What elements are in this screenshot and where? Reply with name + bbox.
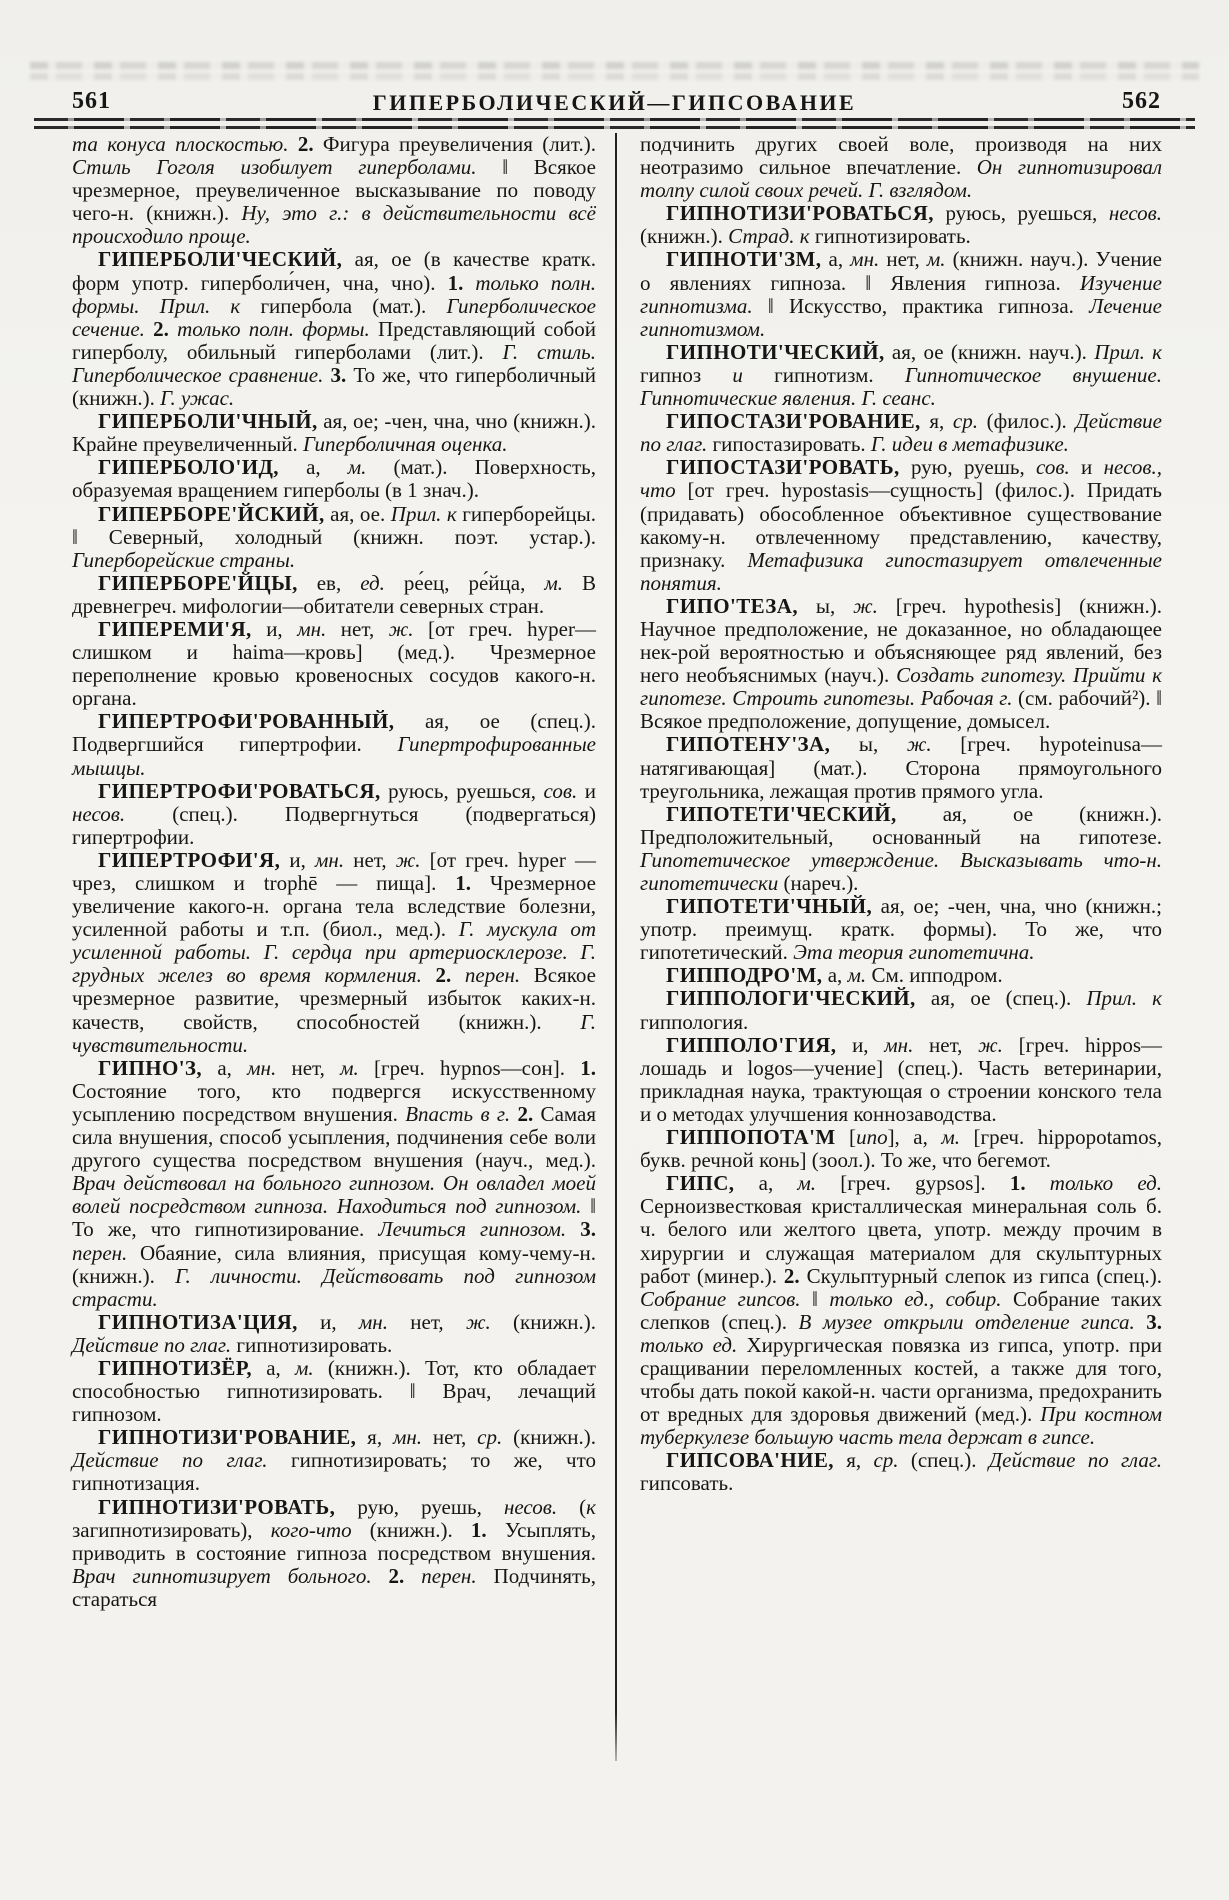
entry-text: только ед. [640,1332,738,1357]
entry-text: кого-что [270,1517,352,1542]
entry-text: См. ипподром. [866,963,1003,988]
entry-text: Действие по глаг. [988,1448,1162,1473]
headword: ГИППОПОТА'М [666,1125,836,1150]
headword: ГИПЕРБОЛИ'ЧНЫЙ, [98,409,318,434]
headword: ГИПОСТАЗИ'РОВАНИЕ, [666,409,921,434]
headword: ГИПО'ТЕЗА, [666,593,798,618]
entry-text: ев, [297,570,361,595]
headword: ГИПНОТИЗА'ЦИЯ, [98,1309,298,1334]
entry-text: и, [836,1032,885,1057]
entry-text: ‖ Искусство, практика гипноза. [752,293,1090,318]
entry-text: несов. [503,1494,558,1519]
entry-text: несов. [1108,201,1162,226]
headword: ГИПС, [666,1171,735,1196]
headword: ГИПЕРТРОФИ'РОВАТЬСЯ, [98,778,381,803]
entry-text: (спец.). Подвергнуться (подвергаться) гипертрофии. [72,801,596,849]
entry-text: Чрезмерное увеличение какого-н. органа тела вследствие болезни, усиленной работы и т.п. (биол., мед.). [72,871,596,942]
entry-text: 2. [421,963,452,988]
entry-text: Обаяние, сила влияния, присущая кому-чему-н. (книжн.). [72,1240,596,1288]
entry-text: [от греч. hyper—слишком и haima—кровь] (мед.). Чрезмерное переполнение кровью кровеносных сосудов какого-н. органа. [72,616,596,711]
entry-text: 2. [371,1563,405,1588]
entry-text: ‖ Всякое чрезмерное, преувеличенное высказывание по поводу чего-н. (книжн.). [72,155,596,226]
entry-text: гипноз [640,362,733,387]
headword: ГИПЕРБОЛО'ИД, [98,455,279,480]
headword: ГИПНО'З, [98,1055,203,1080]
entry-text: гипербола (мат.). [240,293,447,318]
entry-text: Действие по глаг. [72,1448,268,1473]
entry-text: Гиперболическое сечение. [72,293,596,341]
entry-text: 1. [580,1055,596,1080]
entry-text: Прил. к [1086,986,1162,1011]
entry-text: Прил. к [1094,339,1162,364]
text-column-right [640,133,1162,1496]
entry-text: мн. [392,1425,423,1450]
entry-text: а, [251,1355,295,1380]
headword: ГИПОСТАЗИ'РОВАТЬ, [666,455,900,480]
entry-text: несов., что [640,455,1162,503]
entry-text: мн. [358,1309,388,1334]
entry-text: м. [347,455,367,480]
entry-text: ая, ое. [324,501,391,526]
entry-text: (книжн.). [640,224,729,249]
entry-text: и [577,778,596,803]
entry-text: гиперборейцы. ‖ Северный, холодный (книжн. поэт. устар.). [72,501,596,549]
entry-text: (мат.). Поверхность, образуемая вращением гиперболы (в 1 знач.). [72,455,596,503]
entry-text: Самая сила внушения, способ усыпления, подчинения себе воли другого существа посредством внушения (науч., мед.). [72,1101,597,1173]
entry-text: 3. [566,1217,596,1242]
entry-text: перен. [72,1240,128,1265]
entry-text: а, [822,963,848,988]
entry-text: (нареч.). [778,871,859,895]
entry-text: та конуса плоскостью. [72,132,298,156]
entry-text: Серноизвестковая кристаллическая минеральная соль б. ч. белого или желтого цвета, употр. между прочим в хирургии и служащая материалом для скульптурных работ (минер.). [640,1194,1162,1288]
entry-text: Гипотетическое утверждение. Высказывать что-н. гипотетически [640,847,1162,895]
dictionary-entry [640,1126,1162,1172]
entry-text: При костном туберкулезе большую часть тела держат в гипсе. [640,1402,1162,1450]
entry-text: Врач действовал на больного гипнозом. Он овладел моей волей посредством гипноза. Находиться под гипнозом. [72,1171,596,1219]
entry-text: ед. [360,570,385,595]
headword: ГИПНОТИ'ЗМ, [666,247,822,272]
dictionary-entry [640,733,1162,802]
entry-text: нет, [879,247,927,272]
dictionary-entry [640,964,1162,987]
entry-text: 2. [783,1263,800,1288]
entry-text: Скульптурный слепок из гипса (спец.). [799,1263,1162,1288]
dictionary-entry [640,1449,1162,1495]
entry-text: Метафизика гипостазирует отвлеченные понятия. [640,547,1163,595]
dictionary-entry [640,595,1162,734]
entry-text: Стиль Гоголя изобилует гиперболами. [72,155,477,180]
entry-text: ж. [978,1032,1003,1057]
entry-text: м. [340,1055,359,1080]
entry-text: [ [835,1125,857,1150]
dictionary-entry [640,803,1162,895]
entry-text: рую, руешь, [899,455,1037,480]
entry-text: (книжн.). [502,1425,596,1450]
headword: ГИППОЛО'ГИЯ, [666,1032,837,1057]
entry-text: нет, [276,1055,341,1080]
entry-text: Впасть в г. [405,1101,511,1126]
entry-text: гипнотизм. [742,362,905,387]
entry-text: ‖ То же, что гипнотизирование. [72,1194,596,1242]
entry-text: к [586,1494,596,1519]
entry-text: только ед. [1025,1171,1162,1196]
entry-text: Действие по глаг. [72,1332,232,1357]
entry-text: гипнотизировать. [809,224,971,249]
dictionary-entry [72,618,596,710]
dictionary-entry [72,780,596,849]
entry-text: гипостазировать. [707,432,871,457]
entry-text: (книжн.). [351,1517,471,1542]
entry-text: ая, ое (спец.). Подвергшийся гипертрофии. [72,709,596,757]
header-rule-bottom [34,126,1195,129]
entry-text: а, [734,1171,798,1196]
entry-text: ипо [856,1125,888,1150]
headword: ГИПЕРБОРЕ'ЙЦЫ, [98,570,298,595]
entry-text: подчинить других своей воле, производя на них неотразимо сильное впечатление. [640,132,1162,180]
entry-text: Создать гипотезу. Прийти к гипотезе. Строить гипотезы. Рабочая г. [640,663,1162,711]
entry-text: Собрание гипсов. [640,1286,801,1311]
entry-text: сов. [1036,455,1070,480]
entry-text: мн. [247,1055,277,1080]
headword: ГИПЕРБОЛИ'ЧЕСКИЙ, [98,247,343,272]
entry-text: ая, ое (спец.). [915,986,1087,1011]
entry-text: перен. [404,1563,477,1588]
entry-text: ср. [873,1448,899,1473]
entry-text: Прил. к [390,501,457,526]
entry-text: [греч. hippopotamos, букв. речной конь] (зоол.). То же, что бегемот. [640,1125,1162,1173]
entry-text: Г. ужас. [160,386,235,411]
dictionary-entry [640,1034,1162,1126]
entry-text: м. [544,570,563,595]
entry-text: (филос.). [977,409,1076,434]
entry-text: гипнотизировать. [231,1332,393,1357]
entry-text: 2. [510,1101,534,1126]
headword: ГИПНОТИЗИ'РОВАТЬ, [98,1494,336,1519]
entry-text: руюсь, руешься, [380,778,544,803]
headword: ГИПОТЕТИ'ЧНЫЙ, [666,894,873,919]
entry-text: Г. чувствительности. [72,1009,596,1057]
headword: ГИПЕРТРОФИ'Я, [98,847,281,872]
entry-text: ср. [477,1425,503,1450]
entry-text: 1. [455,871,471,895]
entry-text: я, [833,1448,874,1473]
show-through-noise [30,62,1199,69]
headword: ГИППОДРО'М, [666,963,823,988]
entry-text: ы, [830,732,907,757]
entry-text: ая, ое (книжн. науч.). [884,339,1095,364]
page-number-right: 562 [1122,88,1161,114]
entry-text: я, [920,409,953,434]
entry-continuation [72,133,596,248]
entry-text: нет, [422,1425,478,1450]
entry-text: (см. рабочий²). ‖ Всякое предположение, допущение, домысел. [640,686,1162,734]
entry-text: ая, ое (в качестве кратк. форм употр. гиперболи́чен, чна, чно). [72,247,596,295]
headword: ГИПСОВА'НИЕ, [666,1448,834,1473]
dictionary-entry [640,410,1162,456]
entry-text: ж. [465,1309,491,1334]
entry-text: Ну, это г.: в действительности всё происходило проще. [72,201,596,249]
entry-text: рую, руешь, [335,1494,504,1519]
entry-text: а, [278,455,348,480]
entry-text: ая, ое; -чен, чна, чно (книжн.). Крайне преувеличенный. [72,409,596,457]
entry-text: ‖ [800,1286,830,1311]
column-divider-rule [615,133,617,1761]
headword: ГИПЕРТРОФИ'РОВАННЫЙ, [98,709,395,734]
entry-text: нет, [344,847,396,872]
dictionary-entry [72,248,596,410]
dictionary-entry [640,456,1162,595]
entry-text: (книжн. науч.). Учение о явлениях гипноза. ‖ Явления гипноза. [640,247,1162,295]
dictionary-entry [640,895,1162,964]
text-column-left [72,133,596,1611]
entry-text: м. [847,963,867,988]
entry-text: Г. идеи в метафизике. [870,432,1069,457]
entry-text: Он гипнотизировал толпу силой своих речей. Г. взглядом. [640,155,1162,203]
entry-text: ж. [395,847,421,872]
entry-text: м. [941,1125,961,1150]
show-through-noise [30,73,1199,80]
entry-text: Усыплять, приводить в состояние гипноза посредством внушения. [72,1517,596,1565]
entry-text: и [732,362,743,387]
entry-text: ], а, [887,1125,942,1150]
dictionary-entry [640,987,1162,1033]
entry-text: мн. [297,616,327,641]
entry-text: только полн. формы. Прил. к [72,270,596,318]
entry-text: м. [797,1171,817,1196]
headword: ГИПНОТИ'ЧЕСКИЙ, [666,339,885,364]
entry-text: и, [297,1309,359,1334]
entry-text: [греч. hypoteinusa—натягивающая] (мат.). Сторона прямоугольного треугольника, лежащая против прямого угла. [640,732,1162,803]
dictionary-entry [640,202,1162,248]
entry-text: 3. [1134,1309,1163,1334]
headword: ГИПЕРБОРЕ'ЙСКИЙ, [98,501,325,526]
entry-text: (книжн.). Тот, кто обладает способностью гипнотизировать. ‖ Врач, лечащий гипнозом. [72,1355,596,1427]
page-number-left: 561 [72,88,111,114]
entry-text: мн. [850,247,880,272]
entry-text: ж. [388,616,414,641]
headword: ГИПНОТИЗИ'РОВАНИЕ, [98,1425,357,1450]
entry-text: [от греч. hyper — чрез, слишком и trophē — пища]. [72,847,596,895]
entry-text: гипсовать. [640,1471,734,1496]
entry-text: руюсь, руешься, [933,201,1109,226]
dictionary-entry [72,1426,596,1495]
entry-text: сов. [543,778,578,803]
entry-text: а, [202,1055,248,1080]
entry-text: Подчинять, стараться [72,1563,596,1611]
dictionary-entry [72,849,596,1057]
entry-text: Состояние того, кто подвергся искусственному усыплению посредством внушения. [72,1078,596,1126]
entry-text: Гиперболичная оценка. [302,432,508,457]
entry-text: ж. [853,593,878,618]
dictionary-entry [72,1357,596,1426]
entry-text: ая, ое (книжн.). Предположительный, основанный на гипотезе. [640,801,1162,849]
entry-text: (спец.). [898,1448,989,1473]
entry-text: только полн. формы. [168,316,370,341]
entry-text: загипнотизировать), [72,1517,271,1542]
entry-text: и, [280,847,315,872]
headword: ГИПНОТИЗЁР, [98,1355,252,1380]
entry-text: гипнотизировать; то же, что гипнотизация. [72,1448,596,1496]
entry-text: несов. [72,801,126,826]
entry-text: [от греч. hypostasis—сущность] (филос.). Придать (придавать) обособленное объективное существование какому-н. отвлеченному представлению, качеству, признаку. [640,478,1162,572]
dictionary-entry [640,1172,1162,1449]
headword: ГИППОЛОГИ'ЧЕСКИЙ, [666,986,916,1011]
entry-text: То же, что гиперболичный (книжн.). [72,362,597,411]
entry-text: ая, ое; -чен, чна, чно (книжн.; употр. преимущ. кратк. формы). То же, что гипотетический. [640,894,1162,965]
entry-text: только ед., собир. [829,1286,1002,1311]
dictionary-entry [72,410,596,456]
entry-text: ср. [952,409,978,434]
entry-text: мн. [884,1032,914,1057]
headword: ГИПЕРЕМИ'Я, [98,616,252,641]
headword: ГИПОТЕНУ'ЗА, [666,732,831,757]
dictionary-entry [72,456,596,502]
entry-text: Представляющий собой гиперболу, обильный гиперболами (лит.). [72,316,597,364]
entry-text: 1. [470,1517,487,1542]
entry-text: В древнегреч. мифологии—обитатели северных стран. [72,570,596,618]
running-head: ГИПЕРБОЛИЧЕСКИЙ—ГИПСОВАНИЕ [372,90,857,115]
entry-text: я, [356,1425,393,1450]
entry-text: нет, [913,1032,979,1057]
entry-text: нет, [326,616,389,641]
entry-text: [греч. gypsos]. [816,1171,1010,1196]
entry-text: (книжн.). [490,1309,596,1334]
dictionary-entry [72,572,596,618]
entry-text: [греч. hypothesis] (книжн.). Научное предположение, не доказанное, но обладающее нек-рой вероятностью и объясняющее ряд явлений, без него необъяснимых (науч.). [640,593,1162,688]
entry-text: 1. [447,270,464,295]
dictionary-entry [72,1311,596,1357]
entry-text: [греч. hypnos—сон]. [358,1055,581,1080]
entry-text: Г. личности. Действовать под гипнозом страсти. [72,1263,596,1311]
entry-text: м. [294,1355,314,1380]
entry-text: Действие по глаг. [640,409,1162,457]
entry-text: гиппология. [640,1009,749,1034]
entry-text: а, [821,247,851,272]
entry-text: и, [251,616,298,641]
entry-text: м. [926,247,946,272]
entry-continuation [640,133,1162,202]
entry-text: 2. [144,316,169,341]
headword: ГИПНОТИЗИ'РОВАТЬСЯ, [666,201,934,226]
entry-text: Гипнотическое внушение. Гипнотические явления. Г. сеанс. [640,362,1162,411]
headword: ГИПОТЕТИ'ЧЕСКИЙ, [666,801,897,826]
entry-text: Г. стиль. Гиперболическое сравнение. [72,339,596,387]
entry-text: Изучение гипнотизма. [640,270,1162,318]
entry-text: Г. мускула от усиленной работы. Г. сердца при артериосклерозе. Г. грудных желез во время кормления. [72,917,596,988]
dictionary-entry [640,341,1162,410]
entry-text: Фигура преувеличения (лит.). [313,132,596,156]
header-rule-top [34,118,1195,121]
entry-text: 3. [323,362,347,387]
entry-text: Гиперборейские страны. [72,547,296,572]
entry-text: ы, [797,593,854,618]
entry-text: Страд. к [728,224,810,249]
entry-text: Лечиться гипнозом. [378,1217,567,1242]
entry-text: [греч. hippos—лошадь и logos—учение] (спец.). Часть ветеринарии, прикладная наука, трактующая о строении конского тела и о методах улучшения коннозаводства. [640,1032,1162,1126]
dictionary-entry [72,1057,596,1311]
entry-text: Всякое чрезмерное развитие, чрезмерный избыток каких-н. качеств, свойств, способностей (книжн.). [72,963,596,1034]
entry-text: Гипертрофированные мышцы. [72,732,596,780]
entry-text: 2. [297,132,314,156]
entry-text: Собрание таких слепков (спец.). [640,1286,1162,1334]
entry-text: мн. [315,847,345,872]
entry-text: Хирургическая повязка из гипса, употр. при сращивании переломленных костей, а также для того, чтобы дать покой какой-н. части организма, предохранить от вредных для здоровья движений (мед.). [640,1332,1162,1427]
entry-text: ( [557,1494,587,1519]
entry-text: Эта теория гипотетична. [793,940,1035,965]
dictionary-entry [72,710,596,779]
entry-text: ре́ец, ре́йца, [384,570,545,595]
dictionary-entry [72,503,596,572]
entry-text: ж. [906,732,932,757]
entry-text: и [1069,455,1104,480]
entry-text: Врач гипнотизирует больного. [72,1563,372,1588]
entry-text: 1. [1009,1171,1026,1196]
entry-text: нет, [387,1309,466,1334]
dictionary-entry [72,1496,596,1611]
entry-text: В музее открыли отделение гипса. [798,1309,1135,1334]
entry-text: перен. [451,963,521,988]
entry-text: Лечение гипнотизмом. [640,293,1162,341]
dictionary-entry [640,248,1162,340]
